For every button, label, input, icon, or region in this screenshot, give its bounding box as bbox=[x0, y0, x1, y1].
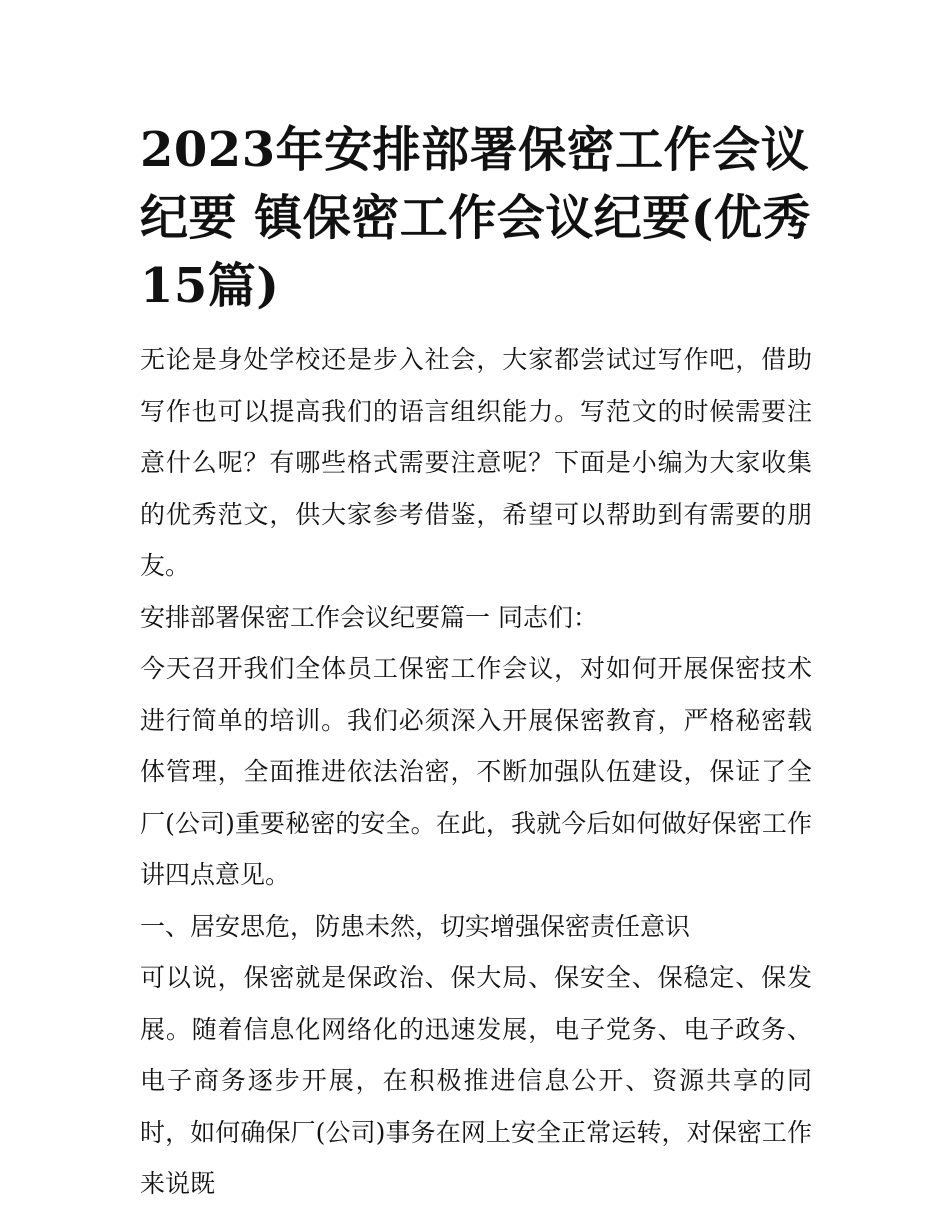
paragraph-intro: 无论是身处学校还是步入社会，大家都尝试过写作吧，借助写作也可以提高我们的语言组织能力。写范文的时候需要注意什么呢？有哪些格式需要注意呢？下面是小编为大家收集的优秀范文，供大家参考借鉴，希望可以帮助到有需要的朋友。 bbox=[140, 345, 812, 580]
document-body bbox=[140, 116, 812, 1210]
paragraph-meeting-opening: 今天召开我们全体员工保密工作会议，对如何开展保密技术进行简单的培训。我们必须深入开展保密教育，严格秘密载体管理，全面推进依法治密，不断加强队伍建设，保证了全厂(公司)重要秘密的安全。在此，我就今后如何做好保密工作讲四点意见。 bbox=[140, 654, 812, 889]
document-title: 2023年安排部署保密工作会议纪要 镇保密工作会议纪要(优秀15篇) bbox=[140, 122, 811, 314]
paragraph-point-one-heading: 一、居安思危，防患未然，切实增强保密责任意识 bbox=[140, 911, 691, 941]
paragraph-point-one-body: 可以说，保密就是保政治、保大局、保安全、保稳定、保发展。随着信息化网络化的迅速发展，电子党务、电子政务、电子商务逐步开展，在积极推进信息公开、资源共享的同时，如何确保厂(公司)事务在网上安全正常运转，对保密工作来说既 bbox=[140, 963, 812, 1198]
paragraph-section-heading: 安排部署保密工作会议纪要篇一 同志们： bbox=[140, 602, 598, 632]
